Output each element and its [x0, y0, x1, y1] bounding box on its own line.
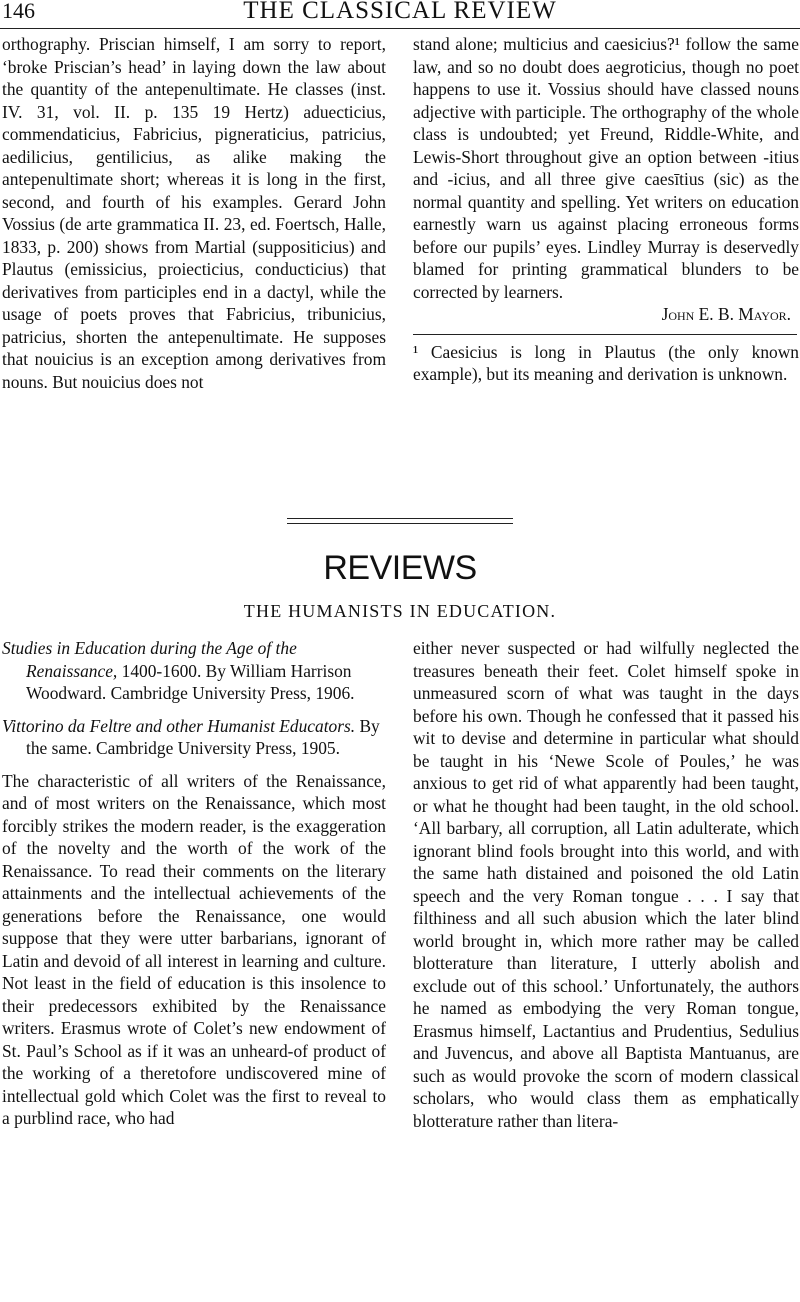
bottom-right-column	[413, 637, 799, 1302]
running-head: THE CLASSICAL REVIEW	[243, 0, 557, 24]
section-divider	[287, 518, 513, 524]
book-citation	[2, 715, 386, 760]
book-citation	[2, 637, 386, 705]
top-left-column	[2, 33, 386, 493]
concluding-paragraph: stand alone; multicius and caesicius?¹ follow the same law, and so no doubt does aegroticius, though no poet happens to use it. Vossius should have classed nouns adjective with participle. The orthography of the whole class is undoubted; yet Freund, Riddle-White, and Lewis-Short throughout give an option between -itius and -icius, and all three give caesītius (sic) as the normal quantity and spelling. Yet writers on education earnestly warn us against placing erroneous forms before our pupils’ eyes. Lindley Murray is deservedly blamed for printing grammatical blunders to be corrected by learners.	[413, 34, 799, 302]
book-details: 1400-1600. By William Harrison Woodward. Cambridge University Press, 1906.	[26, 660, 355, 703]
review-paragraph-continued: either never suspected or had wilfully neglected the treasures beneath their feet. Colet himself spoke in unmeasured scorn of what was taught in the days before his own. Though he confessed that it passed his wit to devise and determine in particular what should be taught in his ‘Newe Scole of Poules,’ he was anxious to get rid of what apparently had been taught, or what he thought had been taught, in the old school. ‘All barbary, all corruption, all Latin adulterate, which ignorant blind fools brought into this world, and with the same hath distained and poisoned the old Latin speech and the very Roman tongue . . . I say that filthiness and all such abusion which the later blind world brought in, which more rather may be called blotterature than literature, I utterly abolish and exclude out of this school.’ Unfortunately, the authors he named as embodying the very Roman tongue, Erasmus himself, Lactantius and Prudentius, Sedulius and Juvencus, and above all Baptista Mantuanus, are such as would provoke the scorn of modern classical scholars, who would class them as emphatically blotterature rather than litera-	[413, 638, 799, 1131]
page-number: 146	[2, 0, 35, 23]
book-details: By the same. Cambridge University Press, 1905.	[26, 715, 380, 758]
book-title: Vittorino da Feltre and other Humanist Educators.	[2, 715, 356, 736]
footnote-rule	[413, 334, 797, 335]
review-paragraph: The characteristic of all writers of the Renaissance, and of most writers on the Renaissance, which most forcibly strikes the modern reader, is the exaggeration of the novelty and the worth of the work of the Renaissance. To read their comments on the literary attainments and the intellectual achievements of the generations before the Renaissance, one would suppose that they were utter barbarians, ignorant of Latin and devoid of all interest in learning and culture. Not least in the field of education is this insolence to their predecessors exhibited by the Renaissance writers. Erasmus wrote of Colet’s new endowment of St. Paul’s School as if it was an unheard-of product of the working of a theretofore undiscovered mine of intellectual gold which Colet was the first to reveal to a purblind race, who had	[2, 770, 386, 1128]
header-rule	[0, 28, 800, 29]
section-title: REVIEWS	[323, 549, 477, 587]
book-title: Studies in Education during the Age of the Renaissance,	[2, 638, 297, 681]
top-right-column	[413, 33, 799, 493]
footnote: ¹ Caesicius is long in Plautus (the only known example), but its meaning and derivation is unknown.	[413, 341, 799, 384]
continued-paragraph: orthography. Priscian himself, I am sorry to report, ‘broke Priscian’s head’ in laying down the law about the quantity of the antepenultimate. He classes (inst. IV. 31, vol. II. p. 135 19 Hertz) aduecticius, commendaticius, Fabricius, pigneraticius, patricius, aedilicius, gentilicius, as alike making the antepenultimate short; whereas it is long in the first, second, and fourth of his examples. Gerard John Vossius (de arte grammatica II. 23, ed. Foertsch, Halle, 1833, p. 200) shows from Martial (suppositicius) and Plautus (emissicius, proiecticius, conducticius) that derivatives from participles end in a dactyl, while the usage of poets proves that Fabricius, tribunicius, patricius, shorten the antepenultimate. He supposes that nouicius is an exception among derivatives from nouns. But nouicius does not	[2, 34, 386, 392]
page-header	[0, 0, 800, 28]
author-signature: John E. B. Mayor.	[661, 304, 791, 324]
review-title: THE HUMANISTS IN EDUCATION.	[243, 601, 557, 621]
bottom-left-column	[2, 637, 386, 1302]
